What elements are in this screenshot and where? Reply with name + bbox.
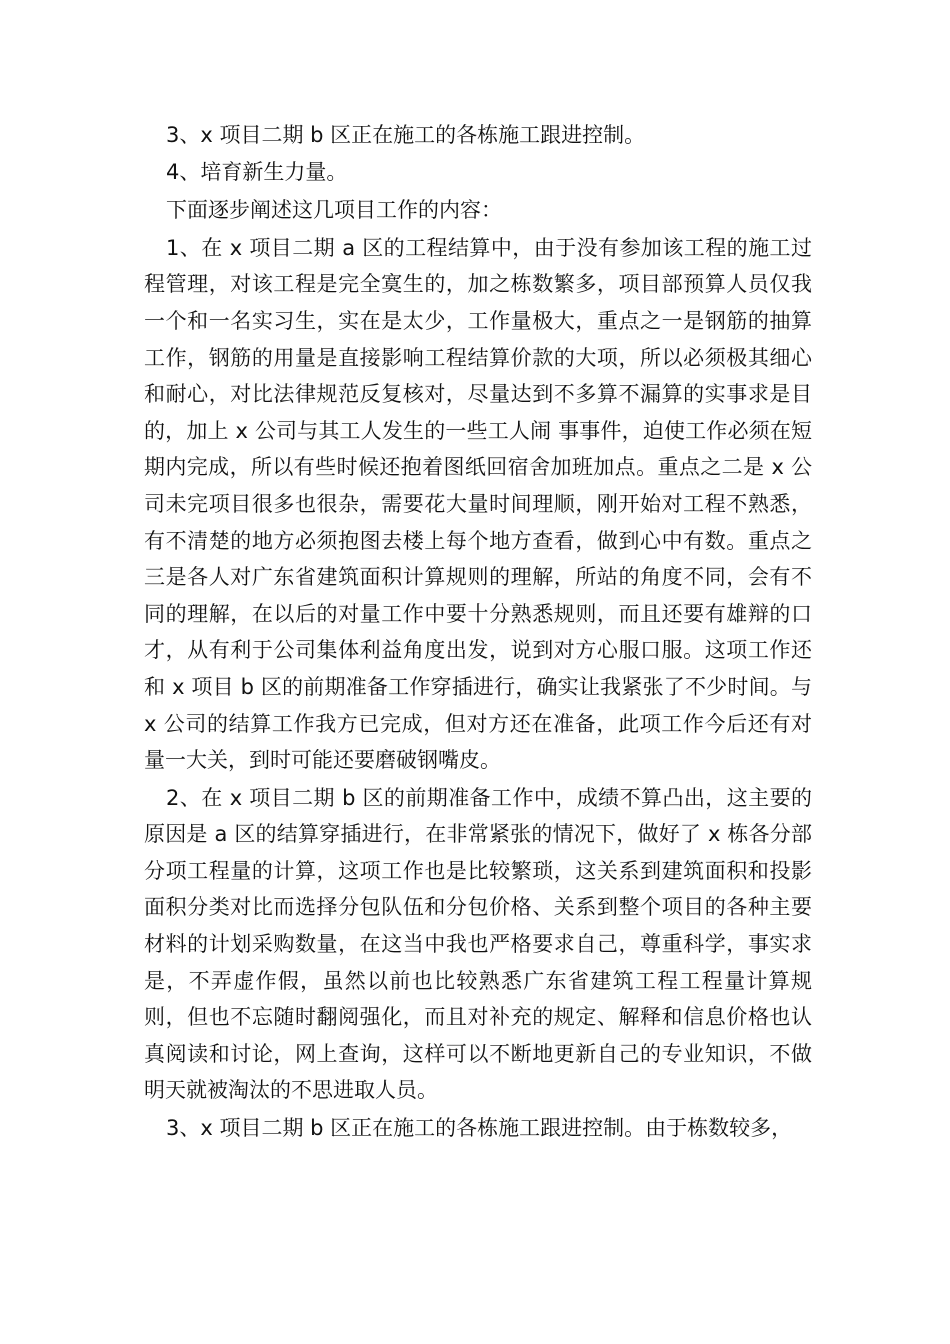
paragraph-item-2: 2、在 x 项目二期 b 区的前期准备工作中，成绩不算凸出，这主要的原因是 a 区的结算穿插进行，在非常紧张的情况下，做好了 x 栋各分部分项工程量的计算，这项工作也是比较繁琐，这关系到建筑面积和投影面积分类对比而选择分包队伍和分包价格、关系到整个项目的各种主要材料的计划采购数量，在这当中我也严格要求自己，尊重科学，事实求是，不弄虚作假，虽然以前也比较熟悉广东省建筑工程工程量计算规则，但也不忘随时翻阅强化，而且对补充的规定、解释和信息价格也认真阅读和讨论，网上查询，这样可以不断地更新自己的专业知识，不做明天就被淘汰的不思进取人员。 xyxy=(144,785,812,1103)
intro-sentence: 下面逐步阐述这几项目工作的内容： xyxy=(166,198,502,223)
paragraph-item-3: 3、x 项目二期 b 区正在施工的各栋施工跟进控制。由于栋数较多， xyxy=(166,1116,793,1141)
document-body xyxy=(144,117,812,1147)
paragraph-item-1: 1、在 x 项目二期 a 区的工程结算中，由于没有参加该工程的施工过程管理，对该工程是完全寞生的，加之栋数繁多，项目部预算人员仅我一个和一名实习生，实在是太少，工作量极大，重点之一是钢筋的抽算工作，钢筋的用量是直接影响工程结算价款的大项，所以必须极其细心和耐心，对比法律规范反复核对，尽量达到不多算不漏算的实事求是目的，加上 x 公司与其工人发生的一些工人闹 事事件，迫使工作必须在短期内完成，所以有些时候还抱着图纸回宿舍加班加点。重点之二是 x 公司未完项目很多也很杂，需要花大量时间理顺，刚开始对工程不熟悉，有不清楚的地方必须抱图去楼上每个地方查看，做到心中有数。重点之三是各人对广东省建筑面积计算规则的理解，所站的角度不同，会有不同的理解，在以后的对量工作中要十分熟悉规则，而且还要有雄辩的口才，从有利于公司集体利益角度出发，说到对方心服口服。这项工作还和 x 项目 b 区的前期准备工作穿插进行，确实让我紧张了不少时间。与 x 公司的结算工作我方已完成，但对方还在准备，此项工作今后还有对量一大关，到时可能还要磨破钢嘴皮。 xyxy=(144,235,812,773)
list-item-3-summary: 3、x 项目二期 b 区正在施工的各栋施工跟进控制。 xyxy=(166,123,646,147)
list-item-4-summary: 4、培育新生力量。 xyxy=(166,159,348,184)
